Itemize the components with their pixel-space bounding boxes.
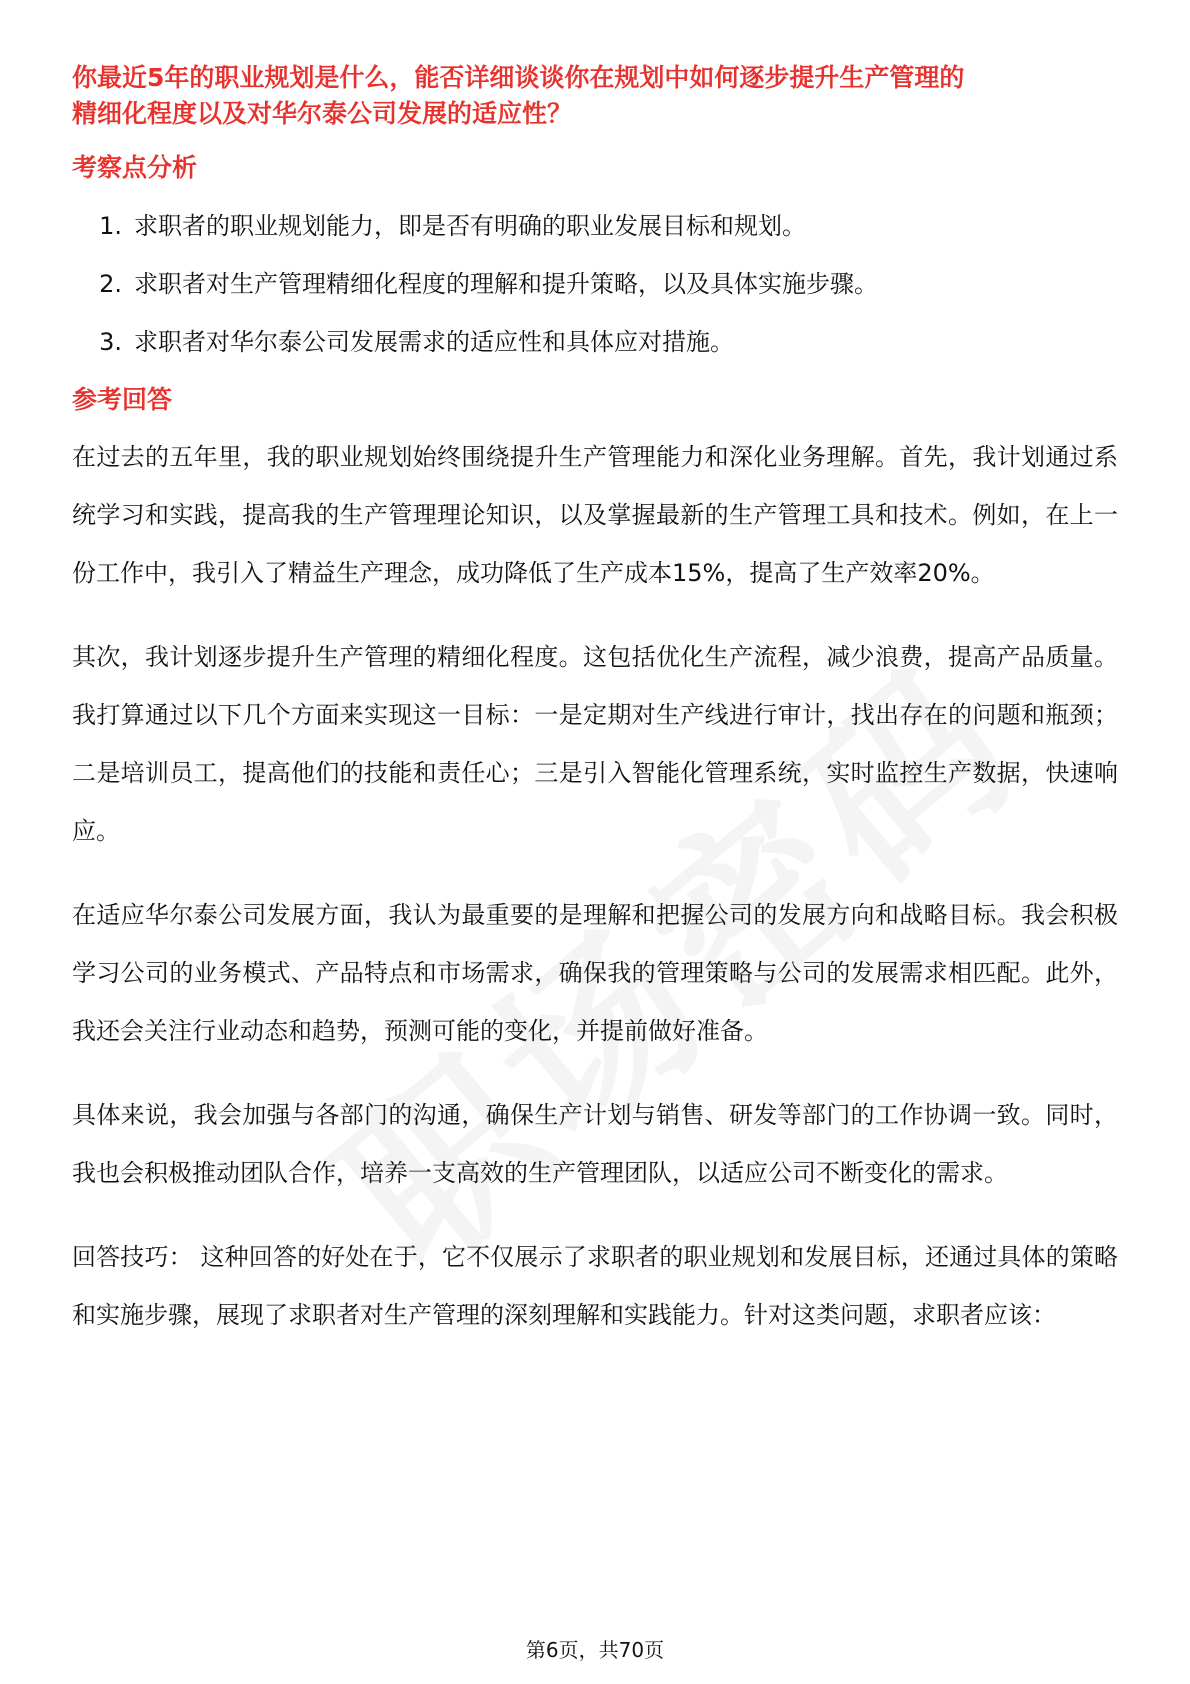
question-line-2: 精细化程度以及对华尔泰公司发展的适应性？ xyxy=(72,99,573,128)
question-line-1: 你最近5年的职业规划是什么，能否详细谈谈你在规划中如何逐步提升生产管理的 xyxy=(72,63,965,92)
list-item-text: 求职者对华尔泰公司发展需求的适应性和具体应对措施。 xyxy=(134,328,734,356)
answer-paragraph: 具体来说，我会加强与各部门的沟通，确保生产计划与销售、研发等部门的工作协调一致。同时，我也会积极推动团队合作，培养一支高效的生产管理团队，以适应公司不断变化的需求。 xyxy=(72,1101,1118,1187)
list-item-number: 1. xyxy=(99,212,122,240)
answer-paragraph: 其次，我计划逐步提升生产管理的精细化程度。这包括优化生产流程，减少浪费，提高产品质量。我打算通过以下几个方面来实现这一目标：一是定期对生产线进行审计，找出存在的问题和瓶颈；二是培训员工，提高他们的技能和责任心；三是引入智能化管理系统，实时监控生产数据，快速响应。 xyxy=(72,643,1118,845)
answer-heading: 参考回答 xyxy=(72,385,173,414)
list-item-number: 2. xyxy=(99,270,122,298)
answer-paragraph: 在过去的五年里，我的职业规划始终围绕提升生产管理能力和深化业务理解。首先，我计划通过系统学习和实践，提高我的生产管理理论知识，以及掌握最新的生产管理工具和技术。例如，在上一份工作中，我引入了精益生产理念，成功降低了生产成本15%，提高了生产效率20%。 xyxy=(72,443,1118,587)
list-item xyxy=(72,324,1118,360)
list-item-number: 3. xyxy=(99,328,122,356)
list-item-text: 求职者对生产管理精细化程度的理解和提升策略，以及具体实施步骤。 xyxy=(134,270,878,298)
list-item xyxy=(72,266,1118,302)
answer-tips-paragraph: 回答技巧： 这种回答的好处在于，它不仅展示了求职者的职业规划和发展目标，还通过具体的策略和实施步骤，展现了求职者对生产管理的深刻理解和实践能力。针对这类问题，求职者应该： xyxy=(72,1243,1118,1329)
list-item xyxy=(72,208,1118,244)
analysis-points-list xyxy=(72,208,1118,360)
answer-body xyxy=(72,428,1118,1344)
list-item-text: 求职者的职业规划能力，即是否有明确的职业发展目标和规划。 xyxy=(134,212,806,240)
page-number: 第6页，共70页 xyxy=(525,1638,665,1662)
analysis-heading: 考察点分析 xyxy=(72,153,198,182)
document-page xyxy=(72,60,1118,1344)
answer-paragraph: 在适应华尔泰公司发展方面，我认为最重要的是理解和把握公司的发展方向和战略目标。我会积极学习公司的业务模式、产品特点和市场需求，确保我的管理策略与公司的发展需求相匹配。此外，我还会关注行业动态和趋势，预测可能的变化，并提前做好准备。 xyxy=(72,901,1118,1045)
question-title xyxy=(72,60,1118,132)
